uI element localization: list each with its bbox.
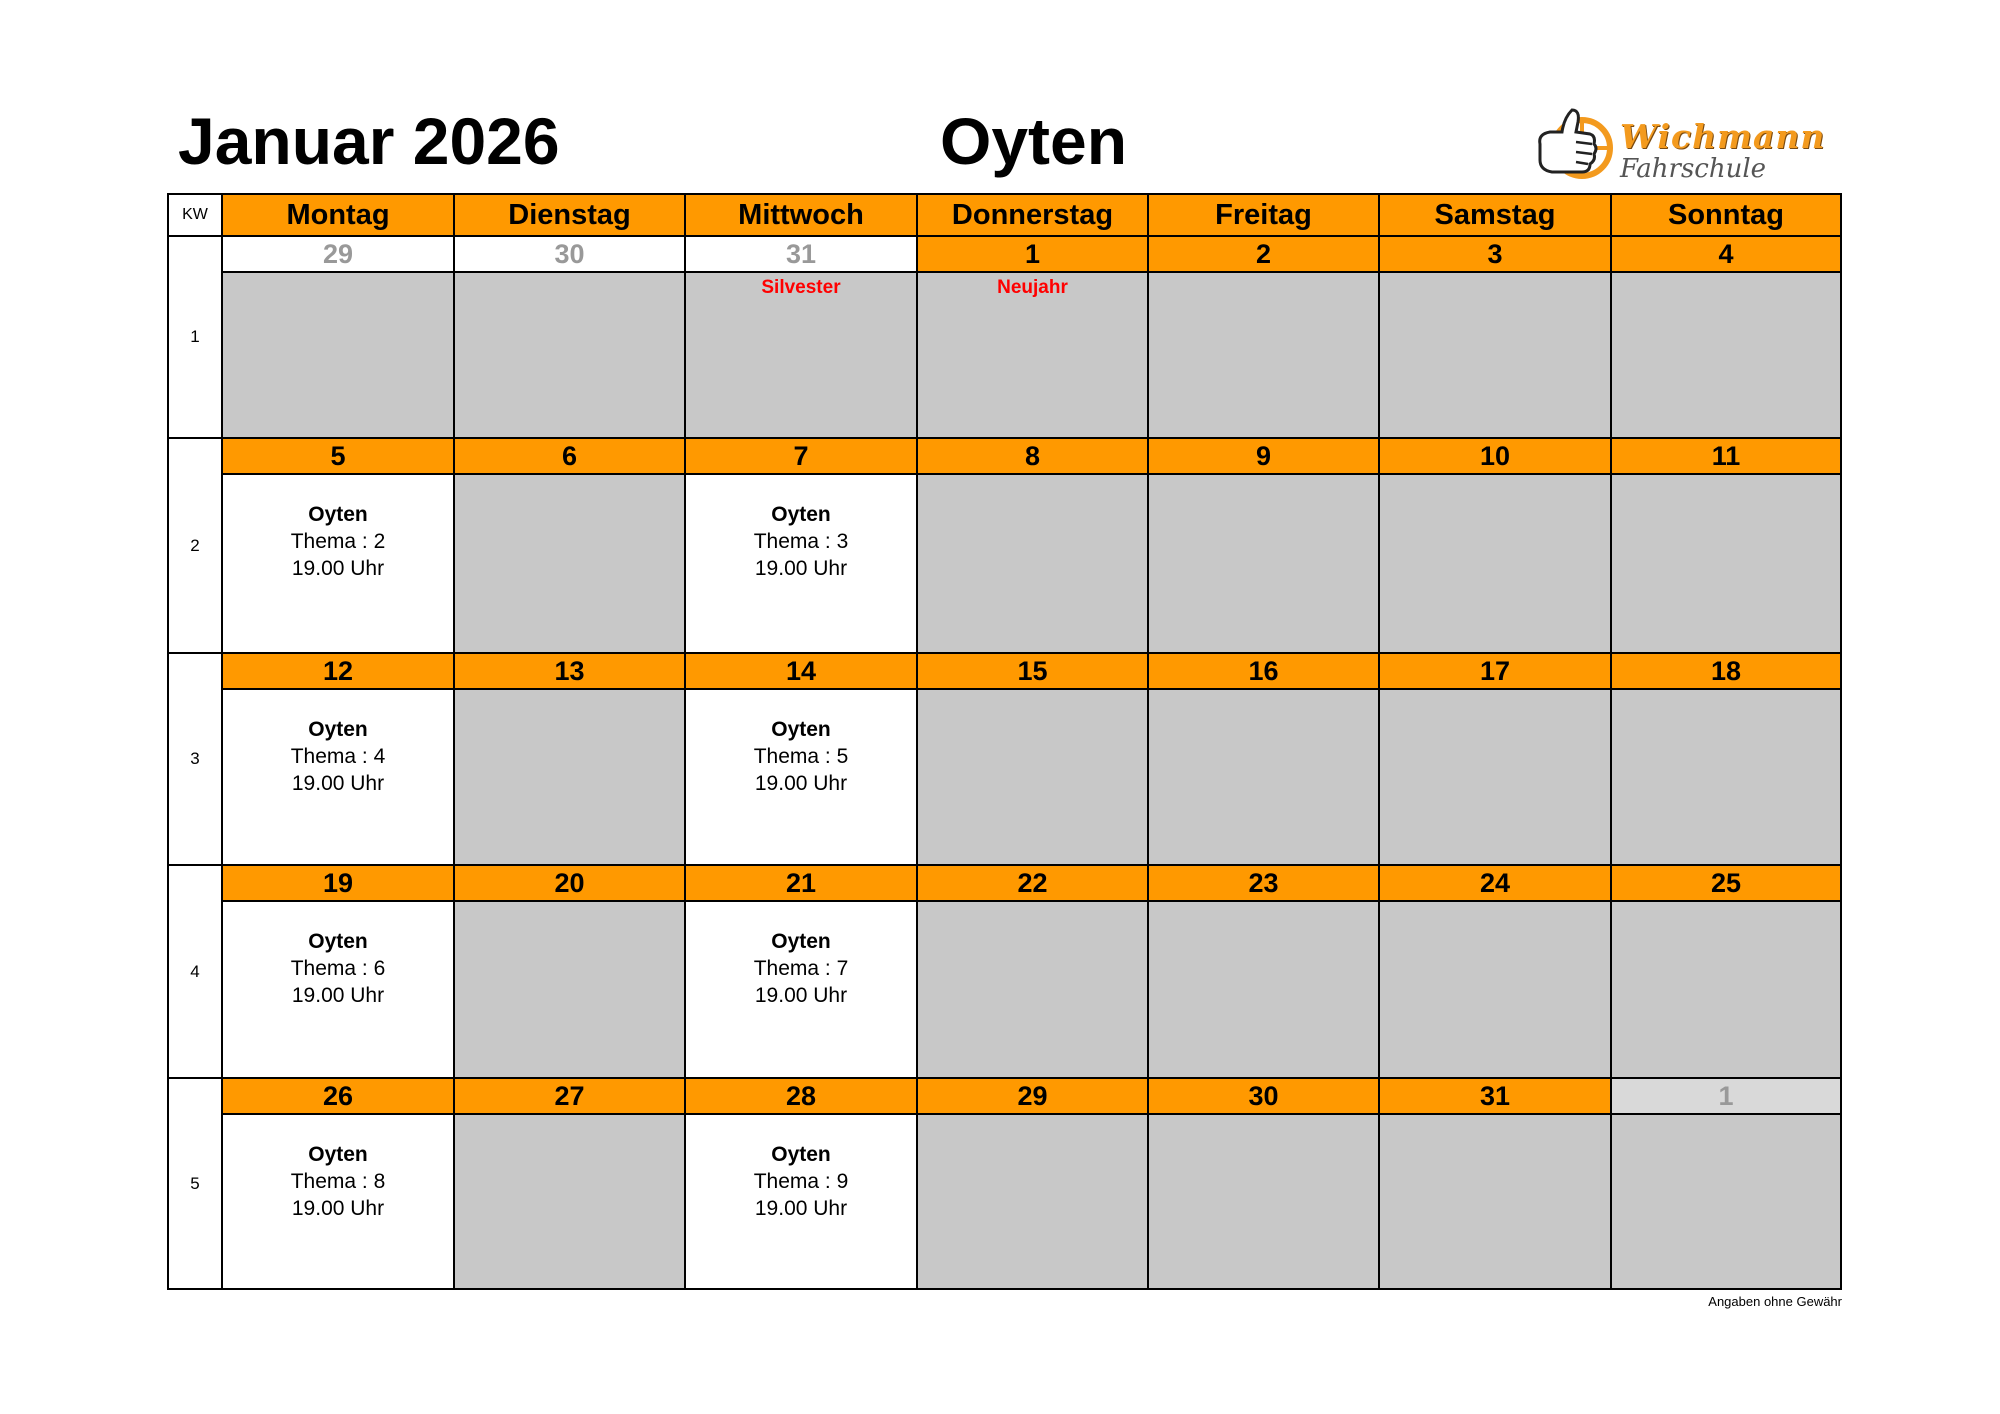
logo [1532, 104, 1832, 184]
event-place: Oyten [771, 930, 831, 953]
day-number: 6 [455, 439, 686, 475]
lesson-event [686, 928, 916, 1009]
day-number: 4 [1612, 237, 1842, 273]
weekday-header: Mittwoch [686, 195, 918, 237]
day-number: 21 [686, 866, 918, 902]
day-cell[interactable] [1380, 273, 1612, 439]
event-topic: Thema : 8 [290, 1170, 386, 1193]
day-number: 31 [1380, 1079, 1612, 1115]
day-number: 30 [1149, 1079, 1380, 1115]
day-cell[interactable] [1612, 902, 1842, 1079]
day-cell[interactable] [1149, 1115, 1380, 1290]
event-topic: Thema : 2 [290, 530, 386, 553]
event-time: 19.00 Uhr [754, 557, 848, 580]
day-number: 26 [223, 1079, 455, 1115]
month-title: Januar 2026 [178, 104, 560, 178]
kw-header: KW [169, 195, 223, 237]
day-cell[interactable] [223, 902, 455, 1079]
day-number: 9 [1149, 439, 1380, 475]
day-cell[interactable] [686, 273, 918, 439]
day-cell[interactable] [1380, 475, 1612, 654]
event-time: 19.00 Uhr [754, 772, 848, 795]
logo-subtitle: Fahrschule [1620, 154, 1767, 184]
day-number: 11 [1612, 439, 1842, 475]
weekday-header: Sonntag [1612, 195, 1842, 237]
day-number: 10 [1380, 439, 1612, 475]
day-number: 16 [1149, 654, 1380, 690]
event-time: 19.00 Uhr [291, 772, 385, 795]
lesson-event [223, 716, 453, 797]
day-cell[interactable] [455, 690, 686, 866]
lesson-event [686, 501, 916, 582]
event-time: 19.00 Uhr [291, 557, 385, 580]
event-topic: Thema : 5 [753, 745, 849, 768]
day-cell[interactable] [686, 1115, 918, 1290]
day-number: 17 [1380, 654, 1612, 690]
day-number: 3 [1380, 237, 1612, 273]
day-cell[interactable] [455, 902, 686, 1079]
day-cell[interactable] [686, 690, 918, 866]
weekday-header: Dienstag [455, 195, 686, 237]
event-place: Oyten [771, 718, 831, 741]
day-number: 19 [223, 866, 455, 902]
day-number: 1 [1612, 1079, 1842, 1115]
day-number: 25 [1612, 866, 1842, 902]
day-number: 12 [223, 654, 455, 690]
day-number: 18 [1612, 654, 1842, 690]
day-cell[interactable] [1612, 273, 1842, 439]
day-number: 22 [918, 866, 1149, 902]
weekday-header: Freitag [1149, 195, 1380, 237]
day-cell[interactable] [455, 1115, 686, 1290]
week-number: 4 [169, 866, 223, 1079]
day-cell[interactable] [1612, 690, 1842, 866]
day-cell[interactable] [223, 475, 455, 654]
day-cell[interactable] [223, 690, 455, 866]
event-place: Oyten [771, 1143, 831, 1166]
day-cell[interactable] [1380, 1115, 1612, 1290]
place-title: Oyten [940, 104, 1128, 178]
day-number: 23 [1149, 866, 1380, 902]
week-number: 5 [169, 1079, 223, 1290]
day-cell[interactable] [918, 1115, 1149, 1290]
event-time: 19.00 Uhr [754, 1197, 848, 1220]
holiday-label: Neujahr [997, 277, 1068, 298]
day-number: 8 [918, 439, 1149, 475]
day-number: 24 [1380, 866, 1612, 902]
lesson-event [686, 716, 916, 797]
day-cell[interactable] [455, 273, 686, 439]
day-cell[interactable] [1380, 690, 1612, 866]
thumbs-up-steering-wheel-icon [1532, 104, 1616, 184]
day-cell[interactable] [686, 902, 918, 1079]
day-cell[interactable] [223, 273, 455, 439]
event-place: Oyten [308, 503, 368, 526]
disclaimer-note: Angaben ohne Gewähr [1708, 1294, 1842, 1309]
event-topic: Thema : 9 [753, 1170, 849, 1193]
weekday-header: Samstag [1380, 195, 1612, 237]
day-cell[interactable] [918, 475, 1149, 654]
lesson-event [223, 928, 453, 1009]
day-cell[interactable] [918, 273, 1149, 439]
day-number: 30 [455, 237, 686, 273]
day-number: 14 [686, 654, 918, 690]
day-cell[interactable] [1149, 690, 1380, 866]
event-place: Oyten [771, 503, 831, 526]
day-cell[interactable] [918, 902, 1149, 1079]
logo-name: Wichmann [1620, 117, 1826, 156]
day-number: 2 [1149, 237, 1380, 273]
event-place: Oyten [308, 1143, 368, 1166]
event-topic: Thema : 6 [290, 957, 386, 980]
day-number: 15 [918, 654, 1149, 690]
calendar-grid [167, 193, 1842, 1290]
day-number: 1 [918, 237, 1149, 273]
event-place: Oyten [308, 930, 368, 953]
day-number: 13 [455, 654, 686, 690]
day-cell[interactable] [1149, 902, 1380, 1079]
lesson-event [686, 1141, 916, 1222]
event-topic: Thema : 3 [753, 530, 849, 553]
day-cell[interactable] [1149, 273, 1380, 439]
day-cell[interactable] [918, 690, 1149, 866]
day-cell[interactable] [455, 475, 686, 654]
day-number: 7 [686, 439, 918, 475]
event-time: 19.00 Uhr [754, 984, 848, 1007]
lesson-event [223, 1141, 453, 1222]
day-cell[interactable] [1380, 902, 1612, 1079]
event-time: 19.00 Uhr [291, 984, 385, 1007]
day-number: 20 [455, 866, 686, 902]
day-number: 29 [918, 1079, 1149, 1115]
day-cell[interactable] [223, 1115, 455, 1290]
day-cell[interactable] [686, 475, 918, 654]
event-topic: Thema : 4 [290, 745, 386, 768]
day-number: 5 [223, 439, 455, 475]
day-number: 31 [686, 237, 918, 273]
lesson-event [223, 501, 453, 582]
day-cell[interactable] [1149, 475, 1380, 654]
weekday-header: Donnerstag [918, 195, 1149, 237]
week-number: 1 [169, 237, 223, 439]
day-cell[interactable] [1612, 475, 1842, 654]
week-number: 2 [169, 439, 223, 654]
event-place: Oyten [308, 718, 368, 741]
day-number: 29 [223, 237, 455, 273]
event-time: 19.00 Uhr [291, 1197, 385, 1220]
day-number: 28 [686, 1079, 918, 1115]
day-number: 27 [455, 1079, 686, 1115]
holiday-label: Silvester [761, 277, 841, 298]
week-number: 3 [169, 654, 223, 866]
weekday-header: Montag [223, 195, 455, 237]
day-cell[interactable] [1612, 1115, 1842, 1290]
event-topic: Thema : 7 [753, 957, 849, 980]
